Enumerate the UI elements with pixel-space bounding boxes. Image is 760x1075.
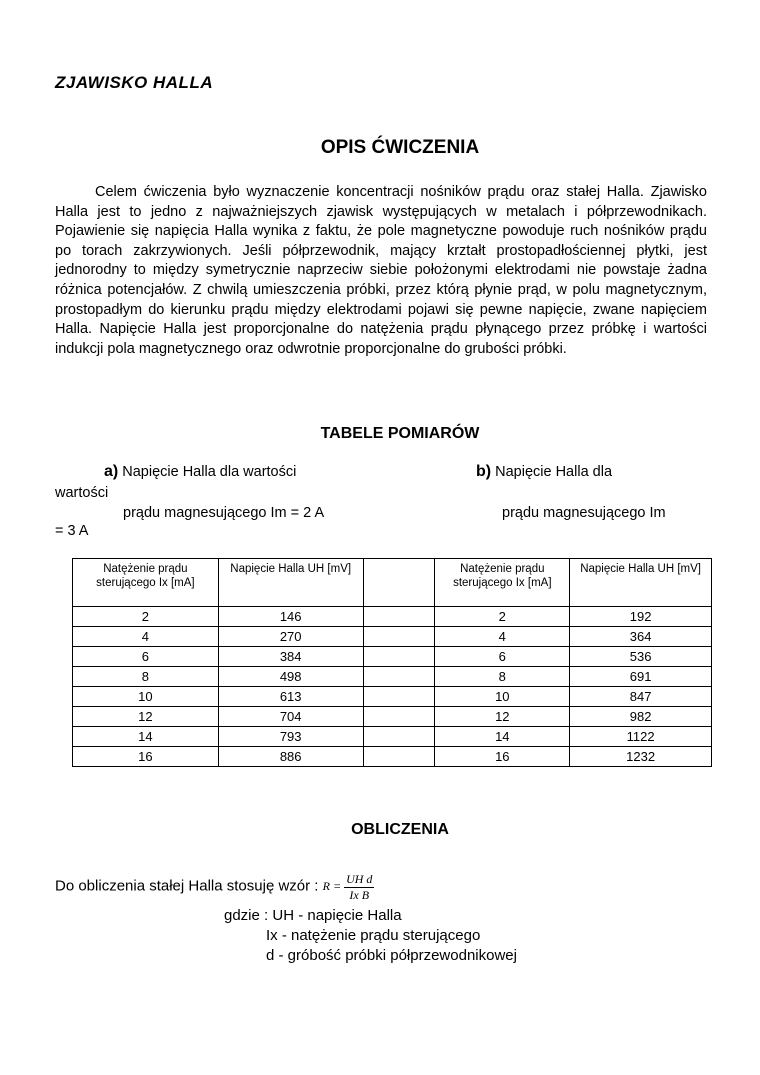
document-title: ZJAWISKO HALLA xyxy=(55,73,214,92)
cell-current-b: 6 xyxy=(435,647,570,667)
cell-spacer xyxy=(363,747,435,767)
header-current-a: Natężenie prądu sterującego Ix [mA] xyxy=(73,559,219,607)
cell-current-b: 14 xyxy=(435,727,570,747)
cell-voltage-b: 1122 xyxy=(570,727,712,747)
formula-numerator: UH d xyxy=(346,872,373,886)
cell-voltage-b: 536 xyxy=(570,647,712,667)
table-row xyxy=(73,747,712,767)
cell-voltage-a: 384 xyxy=(218,647,363,667)
table-row xyxy=(73,647,712,667)
cell-voltage-b: 192 xyxy=(570,607,712,627)
cell-current-a: 12 xyxy=(73,707,219,727)
cell-spacer xyxy=(363,687,435,707)
table-row xyxy=(73,727,712,747)
cell-voltage-a: 270 xyxy=(218,627,363,647)
subheading-a xyxy=(104,462,296,482)
cell-current-a: 2 xyxy=(73,607,219,627)
cell-voltage-b: 691 xyxy=(570,667,712,687)
cell-spacer xyxy=(363,627,435,647)
cell-voltage-b: 364 xyxy=(570,627,712,647)
cell-voltage-b: 982 xyxy=(570,707,712,727)
formula-lhs: R = xyxy=(322,879,342,894)
section-heading-tabele: TABELE POMIARÓW xyxy=(320,425,480,442)
formula-line xyxy=(55,872,374,903)
header-current-b: Natężenie prądu sterującego Ix [mA] xyxy=(435,559,570,607)
cell-voltage-b: 1232 xyxy=(570,747,712,767)
cell-spacer xyxy=(363,607,435,627)
cell-voltage-a: 613 xyxy=(218,687,363,707)
subheading-a-text: Napięcie Halla dla wartości xyxy=(122,464,297,480)
formula-denominator: Ix B xyxy=(349,888,370,902)
legend-uh: gdzie : UH - napięcie Halla xyxy=(224,907,402,924)
cell-current-a: 8 xyxy=(73,667,219,687)
hall-formula xyxy=(322,872,375,902)
cell-voltage-a: 704 xyxy=(218,707,363,727)
table-row xyxy=(73,687,712,707)
table-row xyxy=(73,707,712,727)
formula-intro: Do obliczenia stałej Halla stosuję wzór : xyxy=(55,877,319,895)
cell-current-b: 2 xyxy=(435,607,570,627)
subheading-a-label: a) xyxy=(104,463,119,480)
cell-spacer xyxy=(363,667,435,687)
formula-fraction xyxy=(344,872,374,903)
cell-voltage-a: 498 xyxy=(218,667,363,687)
cell-spacer xyxy=(363,727,435,747)
table-header-row xyxy=(73,559,712,607)
subheading-a-wrap: wartości xyxy=(55,485,109,501)
section-heading-obliczenia: OBLICZENIA xyxy=(351,821,449,838)
table-row xyxy=(73,627,712,647)
cell-voltage-a: 886 xyxy=(218,747,363,767)
description-paragraph: Celem ćwiczenia było wyznaczenie koncentracji nośników prądu oraz stałej Halla. Zjawisko Halla jest to jedno z najważniejszych zjawisk występujących w metalach i półprzewodnikach. Pojawienie się napięcia Halla wynika z faktu, że pole magnetyczne powoduje ruch nośników prądu po torach zakrzywionych. Jeśli półprzewodnik, mający krztałt prostopadłościennej płytki, jest jednorodny to między symetrycznie naprzeciw siebie położonymi elektrodami nie powstaje żadna różnica potencjałów. Z chwilą umieszczenia próbki, przez którą płynie prąd, w polu magnetycznym, prostopadłym do kierunku prądu między elektrodami pojawi się pewne napięcie, zwane napięciem Halla. Napięcie Halla jest proporcjonalne do natężenia prądu płynącego przez próbkę i wartości indukcji pola magnetycznego oraz odwrotnie proporcjonalne do grubości próbki. xyxy=(55,184,707,357)
table-row xyxy=(73,607,712,627)
header-voltage-a: Napięcie Halla UH [mV] xyxy=(218,559,363,607)
cell-spacer xyxy=(363,647,435,667)
table-row xyxy=(73,667,712,687)
cell-voltage-a: 793 xyxy=(218,727,363,747)
cell-current-a: 14 xyxy=(73,727,219,747)
cell-voltage-b: 847 xyxy=(570,687,712,707)
cell-voltage-a: 146 xyxy=(218,607,363,627)
subheading-b-label: b) xyxy=(476,463,492,480)
header-spacer xyxy=(363,559,435,607)
cell-current-a: 16 xyxy=(73,747,219,767)
cell-current-b: 4 xyxy=(435,627,570,647)
cell-current-b: 12 xyxy=(435,707,570,727)
cell-spacer xyxy=(363,707,435,727)
subheading-b-wrap: = 3 A xyxy=(55,523,89,539)
cell-current-b: 8 xyxy=(435,667,570,687)
cell-current-b: 10 xyxy=(435,687,570,707)
subheading-b-current: prądu magnesującego Im xyxy=(502,505,666,521)
measurement-table xyxy=(72,558,712,767)
cell-current-b: 16 xyxy=(435,747,570,767)
header-voltage-b: Napięcie Halla UH [mV] xyxy=(570,559,712,607)
subheading-a-current: prądu magnesującego Im = 2 A xyxy=(123,505,325,521)
subheading-b-text: Napięcie Halla dla xyxy=(495,464,613,480)
cell-current-a: 4 xyxy=(73,627,219,647)
legend-ix: Ix - natężenie prądu sterującego xyxy=(266,927,481,944)
section-heading-opis: OPIS ĆWICZENIA xyxy=(320,137,480,158)
legend-d: d - gróbość próbki półprzewodnikowej xyxy=(266,947,517,964)
cell-current-a: 6 xyxy=(73,647,219,667)
measurement-table-body xyxy=(73,607,712,767)
subheading-b xyxy=(476,462,612,482)
cell-current-a: 10 xyxy=(73,687,219,707)
